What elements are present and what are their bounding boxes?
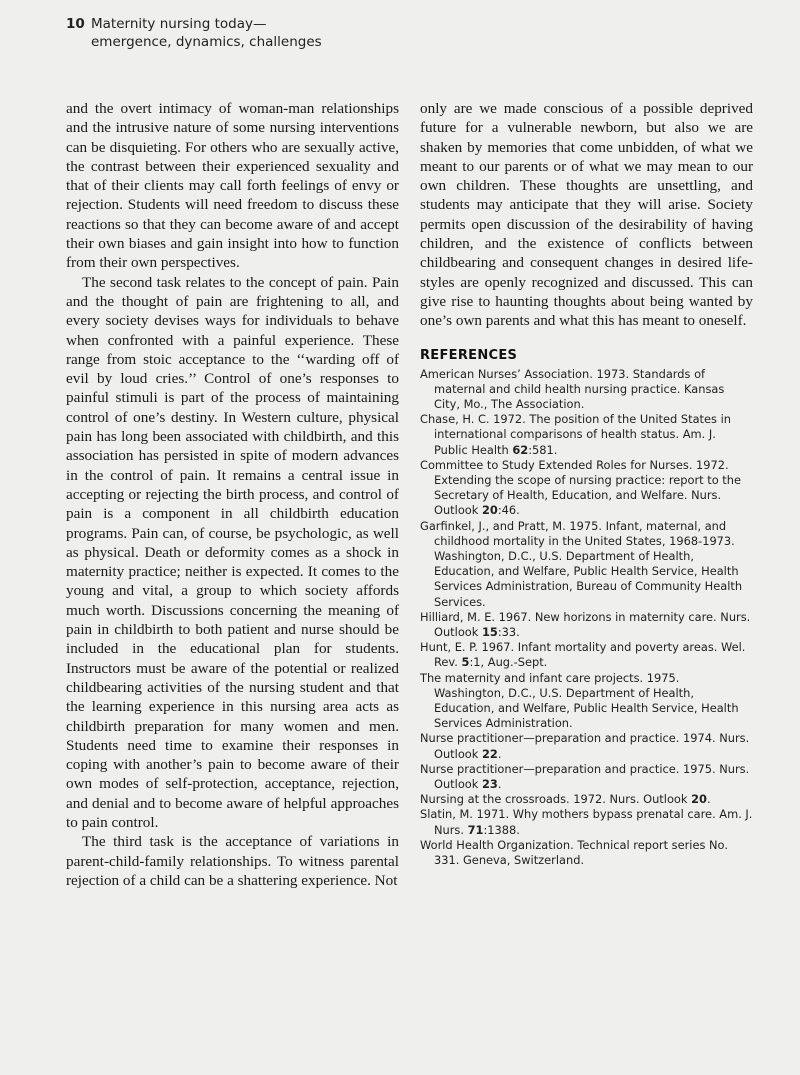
reference-item [420,610,753,640]
reference-item [420,731,753,761]
running-title-line-1: Maternity nursing today— [91,16,267,32]
reference-item [420,762,753,792]
reference-volume: 62 [512,442,529,457]
reference-pages: :581. [528,442,558,457]
reference-volume: 20 [691,792,707,807]
running-title-line-2: emergence, dynamics, challenges [91,34,322,50]
page-number: 10 [66,16,85,32]
body-paragraph: only are we made conscious of a possible deprived future for a vulnerable newborn, but also we are shaken by memories that come unbidden, of what we meant to our parents or of what we may mean to our own children. These thoughts are unsettling, and students may anticipate that they will arise. Society permits open discussion of the desirability of having children, and the existence of conflicts between childbearing and consequent changes in desired life-styles are openly recognized and discussed. This can give rise to haunting thoughts about being wanted by one’s own parents and what this has meant to oneself. [420,100,753,330]
reference-pages: :1, Aug.-Sept. [469,655,548,670]
reference-text: Garfinkel, J., and Pratt, M. 1975. Infant, maternal, and childhood mortality in the United States, 1968-1973. Washington, D.C., U.S. Department of Health, Education, and Welfare, Public Health Service, Health Services Administration, Bureau of Community Health Services. [420,518,743,609]
reference-item [420,519,753,610]
references-heading: REFERENCES [420,347,518,363]
reference-text: Nurse practitioner—preparation and practice. 1974. Nurs. Outlook [420,731,750,761]
reference-pages: . [706,792,711,807]
reference-pages: . [497,746,502,761]
reference-pages: :1388. [483,822,520,837]
body-paragraph: The third task is the acceptance of variations in parent-child-family relationships. To witness parental rejection of a child can be a shattering experience. Not [66,833,399,889]
reference-item [420,412,753,458]
reference-pages: . [497,777,502,792]
reference-volume: 22 [481,746,498,761]
reference-text: Slatin, M. 1971. Why mothers bypass prenatal care. Am. J. Nurs. [420,807,753,837]
running-header [66,15,322,51]
reference-item [420,367,753,413]
reference-item [420,792,753,807]
reference-text: Nurse practitioner—preparation and practice. 1975. Nurs. Outlook [420,761,750,792]
right-column-text [420,99,753,331]
body-paragraph: The second task relates to the concept of pain. Pain and the thought of pain are frightening to all, and every society devises ways for individuals to behave when confronted with a painful experience. These range from stoic acceptance to the ‘‘warding off of evil by loud cries.’’ Control of one’s responses to painful stimuli is part of the process of maintaining control of one’s destiny. In Western culture, physical pain has long been associated with childbirth, and this association has persisted in spite of modern advances in the control of pain. It remains a central issue in accepting or rejecting the birth process, and control of pain is a component in all childbirth education programs. Pain can, of course, be psychologic, as well as physical. Death or deformity comes as a shock in maternity practice; neither is expected. It comes to the young and vital, a group to which society affords much worth. Discussions concerning the meaning of pain in childbirth to both patient and nurse should be included in the educational plan for students. Instructors must be aware of the potential or realized childbearing activities of the nursing student and that the learning experience in this nursing area acts as childbirth preparation for many women and men. Students need time to examine their responses in coping with another’s pain to become aware of their own modes of self-protection, acceptance, rejection, and denial and to become aware of helpful approaches to pain control. [66,273,399,831]
right-column [420,99,753,868]
reference-text: Hunt, E. P. 1967. Infant mortality and poverty areas. Wel. Rev. [420,640,746,670]
reference-item [420,458,753,519]
reference-text: The maternity and infant care projects. 1975. Washington, D.C., U.S. Department of Health, Education, and Welfare, Public Health Service, Health Services Administration. [420,670,739,731]
reference-pages: :33. [497,625,520,640]
reference-volume: 23 [481,777,498,792]
reference-text: Nursing at the crossroads. 1972. Nurs. Outlook [420,792,692,807]
header-line-1 [66,15,322,33]
reference-text: Hilliard, M. E. 1967. New horizons in maternity care. Nurs. Outlook [420,609,751,640]
reference-text: Committee to Study Extended Roles for Nurses. 1972. Extending the scope of nursing practice: report to the Secretary of Health, Education, and Welfare. Nurs. Outlook [420,457,742,518]
reference-item [420,640,753,670]
reference-pages: :46. [497,503,520,518]
reference-text: Chase, H. C. 1972. The position of the United States in international comparisons of health status. Am. J. Public Health [420,412,731,457]
reference-text: World Health Organization. Technical report series No. 331. Geneva, Switzerland. [420,837,728,868]
left-column [66,99,399,890]
reference-item [420,671,753,732]
references-list [420,367,753,869]
reference-text: American Nurses’ Association. 1973. Standards of maternal and child health nursing practice. Kansas City, Mo., The Association. [420,366,725,411]
reference-item [420,838,753,868]
reference-volume: 20 [481,503,498,518]
reference-volume: 5 [461,655,470,670]
reference-volume: 15 [481,625,498,640]
reference-volume: 71 [467,822,484,837]
body-paragraph: and the overt intimacy of woman-man relationships and the intrusive nature of some nursing interventions can be disquieting. For others who are sexually active, the contrast between their experienced sexuality and that of their clients may call forth feelings of envy or rejection. Students will need freedom to discuss these reactions so that they can become aware of and accept their own biases and gain insight into how to function from their own perspectives. [66,100,399,272]
reference-item [420,807,753,837]
